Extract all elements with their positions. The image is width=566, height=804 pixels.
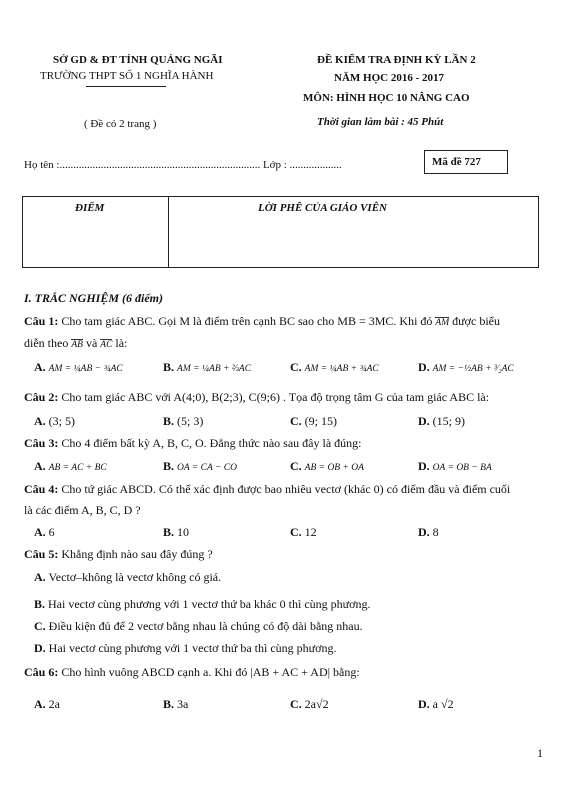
option-text: 10: [177, 525, 190, 539]
option-text: Vectơ–không là vectơ không có giá.: [48, 570, 222, 584]
pages-note: ( Đề có 2 trang ): [84, 118, 157, 130]
question-text: và: [85, 336, 98, 350]
q6-option-c[interactable]: [290, 697, 329, 712]
option-text: 2a: [48, 697, 60, 711]
option-text: Hai vectơ cùng phương với 1 vectơ thứ ba thì cùng phương.: [48, 641, 337, 655]
question-label: Câu 3:: [24, 436, 59, 450]
page-number: 1: [537, 746, 543, 760]
q1-option-b[interactable]: [163, 360, 251, 375]
q3-option-b[interactable]: [163, 459, 237, 474]
option-letter: C.: [290, 459, 302, 473]
option-text: AB = OB + OA: [304, 463, 364, 473]
option-text: 6: [48, 525, 55, 539]
section-title: I. TRẮC NGHIỆM (6 điểm): [24, 291, 164, 305]
option-letter: C.: [290, 697, 302, 711]
option-letter: C.: [290, 525, 302, 539]
option-letter: B.: [163, 414, 175, 428]
question-2: [24, 390, 489, 405]
q5-option-a[interactable]: [34, 570, 221, 585]
option-letter: C.: [34, 619, 46, 633]
question-text: diễn theo: [24, 336, 69, 350]
question-text-end: được biểu: [452, 314, 500, 328]
q2-option-b[interactable]: [163, 414, 203, 429]
question-3: [24, 436, 361, 451]
option-text: (9; 15): [304, 414, 337, 428]
q3-option-a[interactable]: [34, 459, 107, 474]
option-text: 12: [304, 525, 317, 539]
q3-option-d[interactable]: [418, 459, 492, 474]
option-letter: B.: [163, 697, 175, 711]
question-5: [24, 547, 213, 562]
vector-ab: AB: [71, 340, 83, 350]
option-letter: B.: [163, 360, 175, 374]
q3-option-c[interactable]: [290, 459, 364, 474]
option-letter: A.: [34, 697, 46, 711]
q5-option-b[interactable]: [34, 597, 371, 612]
score-header: ĐIỂM: [75, 202, 105, 214]
table-divider: [168, 197, 169, 267]
option-text: OA = OB − BA: [432, 463, 492, 473]
question-4: [24, 482, 510, 497]
option-letter: D.: [418, 414, 430, 428]
option-letter: D.: [418, 697, 430, 711]
q2-option-a[interactable]: [34, 414, 75, 429]
option-letter: B.: [163, 459, 175, 473]
question-label: Câu 4:: [24, 482, 59, 496]
score-table: [22, 196, 539, 268]
question-text: Cho tam giác ABC. Gọi M là điểm trên cạnh BC sao cho MB = 3MC. Khi đó: [61, 314, 433, 328]
student-name-line: Họ tên :......................................................................... Lớp : ...................: [24, 159, 342, 171]
option-text: Hai vectơ cùng phương với 1 vectơ thứ ba khác 0 thì cùng phương.: [48, 597, 371, 611]
exam-code: Mã đề 727: [432, 156, 481, 168]
exam-code-box: [424, 150, 508, 174]
option-letter: A.: [34, 525, 46, 539]
school-underline: [86, 86, 166, 87]
question-1-line2: [24, 336, 127, 351]
exam-title: ĐỀ KIỂM TRA ĐỊNH KỲ LẦN 2: [317, 54, 476, 66]
option-letter: A.: [34, 570, 46, 584]
question-text: Cho 4 điểm bất kỳ A, B, C, O. Đẳng thức nào sau đây là đúng:: [61, 436, 362, 450]
option-letter: C.: [290, 414, 302, 428]
q1-option-c[interactable]: [290, 360, 379, 375]
option-text: OA = CA − CO: [177, 463, 237, 473]
option-letter: D.: [418, 525, 430, 539]
time-limit: Thời gian làm bài : 45 Phút: [317, 116, 444, 128]
option-text: AM = ¼AB + ¾AC: [304, 364, 379, 374]
option-text: (3; 5): [48, 414, 75, 428]
subject: MÔN: HÌNH HỌC 10 NÂNG CAO: [303, 92, 470, 104]
q6-option-d[interactable]: [418, 697, 454, 712]
question-text: là:: [115, 336, 128, 350]
option-text: AM = ¼AB − ¾AC: [48, 364, 123, 374]
question-4-line2: là các điểm A, B, C, D ?: [24, 503, 141, 517]
option-text: AM = −½AB + ³⁄₂AC: [432, 364, 514, 374]
department-name: SỞ GD & ĐT TỈNH QUẢNG NGÃI: [53, 54, 223, 66]
teacher-comment-header: LỜI PHÊ CỦA GIÁO VIÊN: [258, 202, 387, 214]
q6-option-b[interactable]: [163, 697, 188, 712]
question-label: Câu 1:: [24, 314, 59, 328]
question-1: [24, 314, 500, 329]
option-letter: A.: [34, 459, 46, 473]
question-label: Câu 2:: [24, 390, 59, 404]
q2-option-d[interactable]: [418, 414, 465, 429]
question-6: [24, 665, 360, 680]
option-text: 2a√2: [304, 697, 329, 711]
q5-option-c[interactable]: [34, 619, 363, 634]
option-letter: D.: [34, 641, 46, 655]
q2-option-c[interactable]: [290, 414, 337, 429]
question-text: Khẳng định nào sau đây đúng ?: [61, 547, 213, 561]
q4-option-b[interactable]: [163, 525, 189, 540]
option-text: AM = ¼AB + ⅔AC: [177, 364, 252, 374]
q1-option-d[interactable]: [418, 360, 514, 375]
option-text: 3a: [177, 697, 189, 711]
q4-option-a[interactable]: [34, 525, 55, 540]
option-letter: A.: [34, 360, 46, 374]
q4-option-c[interactable]: [290, 525, 317, 540]
option-text: AB = AC + BC: [48, 463, 107, 473]
option-text: a √2: [432, 697, 454, 711]
option-letter: D.: [418, 360, 430, 374]
option-letter: A.: [34, 414, 46, 428]
vector-ac: AC: [100, 340, 113, 350]
option-text: (5; 3): [177, 414, 204, 428]
option-letter: B.: [163, 525, 175, 539]
question-label: Câu 5:: [24, 547, 59, 561]
question-label: Câu 6:: [24, 665, 59, 679]
question-text: Cho tứ giác ABCD. Có thể xác định được bao nhiêu vectơ (khác 0) có điểm đầu và điểm cuối: [61, 482, 511, 496]
q4-option-d[interactable]: [418, 525, 439, 540]
option-letter: C.: [290, 360, 302, 374]
question-text: Cho tam giác ABC với A(4;0), B(2;3), C(9;6) . Tọa độ trọng tâm G của tam giác ABC là:: [61, 390, 490, 404]
option-text: 8: [432, 525, 439, 539]
school-year: NĂM HỌC 2016 - 2017: [334, 72, 444, 84]
school-name: TRƯỜNG THPT SỐ 1 NGHĨA HÀNH: [40, 70, 214, 82]
q5-option-d[interactable]: [34, 641, 337, 656]
vector-am: AM: [435, 318, 450, 328]
q1-option-a[interactable]: [34, 360, 123, 375]
option-text: Điều kiện đủ để 2 vectơ bằng nhau là chúng có độ dài bằng nhau.: [48, 619, 363, 633]
option-text: (15; 9): [432, 414, 465, 428]
option-letter: D.: [418, 459, 430, 473]
option-letter: B.: [34, 597, 46, 611]
question-text: Cho hình vuông ABCD cạnh a. Khi đó |AB + AC + AD| bằng:: [61, 665, 360, 679]
q6-option-a[interactable]: [34, 697, 60, 712]
